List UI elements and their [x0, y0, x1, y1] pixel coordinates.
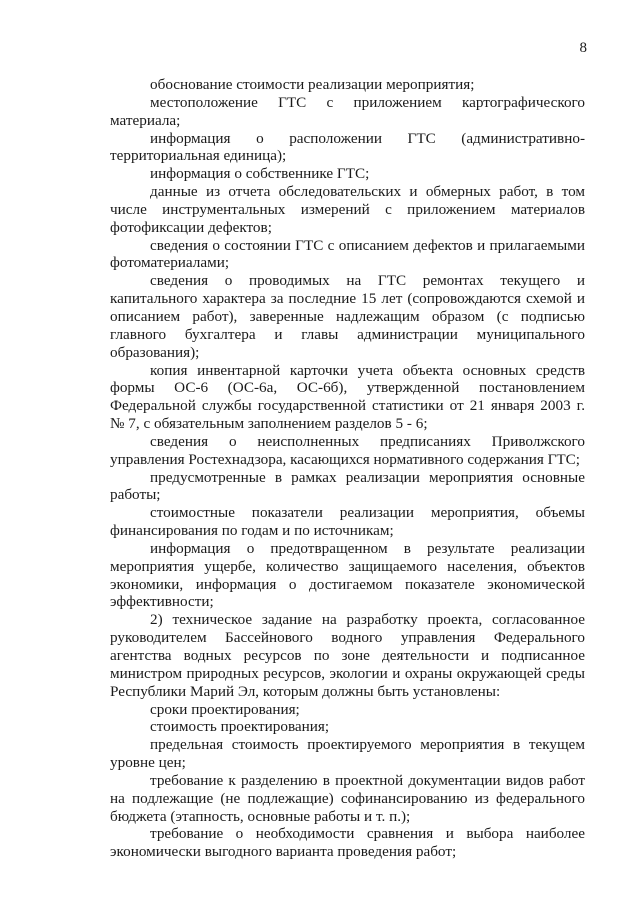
- paragraph: сроки проектирования;: [150, 700, 300, 718]
- paragraph: информация о предотвращенном в результате реализации мероприятия ущербе, количество защищаемого населения, объектов экономики, информация о достигаемом показателе экономической эффективности;: [110, 539, 585, 611]
- document-body: [110, 76, 585, 861]
- paragraph: сведения о проводимых на ГТС ремонтах текущего и капитального характера за последние 15 лет (сопровождаются схемой и описанием работ), заверенные надлежащим образом (с подписью главного бухгалтера и главы администрации муниципального образования);: [110, 272, 585, 361]
- paragraph: предусмотренные в рамках реализации мероприятия основные работы;: [110, 468, 585, 504]
- paragraph: сведения о неисполненных предписаниях Приволжского управления Ростехнадзора, касающихся нормативного содержания ГТС;: [110, 432, 585, 468]
- paragraph: обоснование стоимости реализации мероприятия;: [150, 76, 475, 93]
- paragraph: 2) техническое задание на разработку проекта, согласованное руководителем Бассейнового водного управления Федерального агентства водных ресурсов по зоне деятельности и подписанное министром природных ресурсов, экологии и охраны окружающей среды Республики Марий Эл, которым должны быть установлены:: [110, 611, 585, 700]
- paragraph: информация о собственнике ГТС;: [150, 165, 370, 183]
- paragraph: стоимостные показатели реализации мероприятия, объемы финансирования по годам и по источникам;: [110, 504, 585, 540]
- paragraph: копия инвентарной карточки учета объекта основных средств формы ОС-6 (ОС-6а, ОС-6б), утвержденной постановлением Федеральной службы государственной статистики от 21 января 2003 г. № 7, с обязательным заполнением разделов 5 - 6;: [110, 361, 585, 433]
- paragraph: местоположение ГТС с приложением картографического материала;: [110, 93, 585, 129]
- paragraph: информация о расположении ГТС (административно-территориальная единица);: [110, 129, 585, 165]
- paragraph: требование к разделению в проектной документации видов работ на подлежащие (не подлежащие) софинансированию из федерального бюджета (этапность, основные работы и т. п.);: [110, 771, 585, 825]
- paragraph: стоимость проектирования;: [150, 718, 330, 736]
- paragraph: сведения о состоянии ГТС с описанием дефектов и прилагаемыми фотоматериалами;: [110, 236, 585, 272]
- page-number: 8: [579, 40, 587, 56]
- paragraph: требование о необходимости сравнения и выбора наиболее экономически выгодного варианта проведения работ;: [110, 825, 585, 861]
- paragraph: предельная стоимость проектируемого мероприятия в текущем уровне цен;: [110, 736, 585, 772]
- paragraph: данные из отчета обследовательских и обмерных работ, в том числе инструментальных измерений с приложением материалов фотофиксации дефектов;: [110, 183, 585, 236]
